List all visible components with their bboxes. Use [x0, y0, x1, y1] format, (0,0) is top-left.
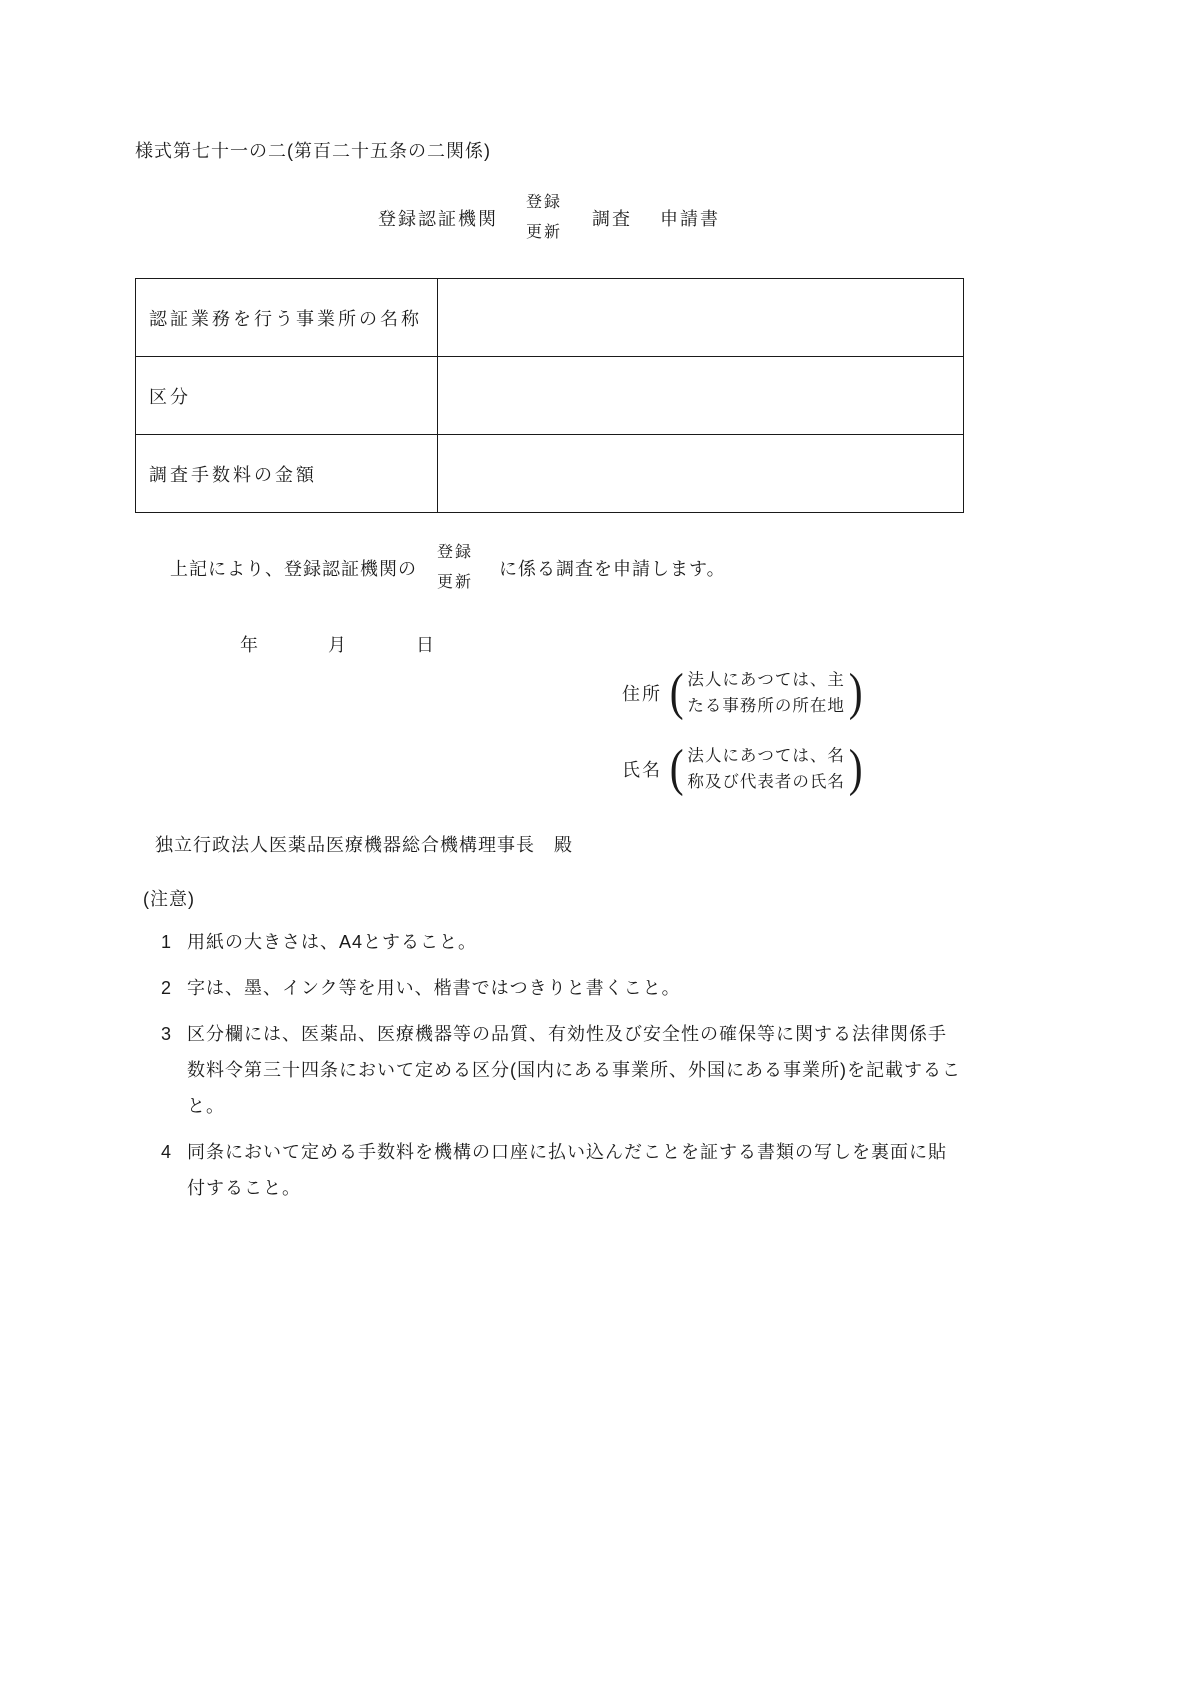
title-survey: 調査: [592, 209, 632, 229]
address-label: 住所: [622, 684, 662, 704]
application-sentence-before: 上記により、登録認証機関の: [170, 559, 417, 579]
table-row: [136, 435, 964, 513]
table-row-value-category: [438, 357, 964, 435]
note-text: 用紙の大きさは、A4とすること。: [187, 932, 478, 952]
table-row-label-fee-amount: 調査手数料の金額: [136, 435, 438, 513]
table-row-value-fee-amount: [438, 435, 964, 513]
title-stacked-top: 登録: [525, 194, 562, 211]
date-month-label: 月: [328, 635, 347, 655]
note-item: [143, 1134, 965, 1206]
table-row-label-category: 区分: [136, 357, 438, 435]
form-title: [135, 188, 963, 248]
name-label: 氏名: [622, 760, 662, 780]
address-note-line2: たる事務所の所在地: [687, 697, 845, 715]
note-text: 同条において定める手数料を機構の口座に払い込んだことを証する書類の写しを裏面に貼付すること。: [187, 1142, 947, 1198]
table-row: [136, 279, 964, 357]
note-number: 2: [161, 978, 172, 998]
open-paren: (: [669, 664, 684, 721]
name-note-line2: 称及び代表者の氏名: [687, 773, 845, 791]
name-note: [687, 743, 845, 795]
note-item: [143, 924, 965, 960]
notes-section: [143, 884, 965, 1206]
open-paren: (: [669, 740, 684, 797]
address-block: [622, 664, 864, 722]
close-paren: ): [848, 740, 863, 797]
addressee-line: 独立行政法人医薬品医療機器総合機構理事長 殿: [155, 835, 573, 855]
title-application: 申請書: [660, 209, 720, 229]
note-number: 4: [161, 1142, 172, 1162]
form-number: 様式第七十一の二(第百二十五条の二関係): [135, 141, 491, 161]
table-row-value-office-name: [438, 279, 964, 357]
title-stacked-bottom: 更新: [525, 224, 562, 241]
note-item: [143, 970, 965, 1006]
address-note: [687, 667, 845, 719]
apply-stacked-top: 登録: [437, 544, 474, 561]
table-row-label-office-name: 認証業務を行う事業所の名称: [136, 279, 438, 357]
note-item: [143, 1016, 965, 1124]
date-day-label: 日: [416, 635, 435, 655]
apply-stacked-bottom: 更新: [437, 574, 474, 591]
application-sentence-after: に係る調査を申請します。: [499, 559, 726, 579]
close-paren: ): [848, 664, 863, 721]
note-text: 区分欄には、医薬品、医療機器等の品質、有効性及び安全性の確保等に関する法律関係手数料令第三十四条において定める区分(国内にある事業所、外国にある事業所)を記載すること。: [187, 1024, 961, 1116]
title-agency: 登録認証機関: [377, 209, 498, 229]
address-note-line1: 法人にあつては、主: [687, 671, 845, 689]
application-sentence: [170, 538, 726, 598]
title-registration-renewal-stack: [526, 188, 562, 248]
date-line: [240, 631, 435, 657]
form-table: [135, 278, 964, 513]
note-number: 3: [161, 1024, 172, 1044]
apply-registration-renewal-stack: [437, 538, 473, 598]
table-row: [136, 357, 964, 435]
name-block: [622, 740, 864, 798]
date-year-label: 年: [240, 635, 259, 655]
name-note-line1: 法人にあつては、名: [687, 747, 845, 765]
notes-heading: (注意): [143, 889, 195, 909]
note-number: 1: [161, 932, 172, 952]
note-text: 字は、墨、インク等を用い、楷書ではつきりと書くこと。: [187, 978, 681, 998]
